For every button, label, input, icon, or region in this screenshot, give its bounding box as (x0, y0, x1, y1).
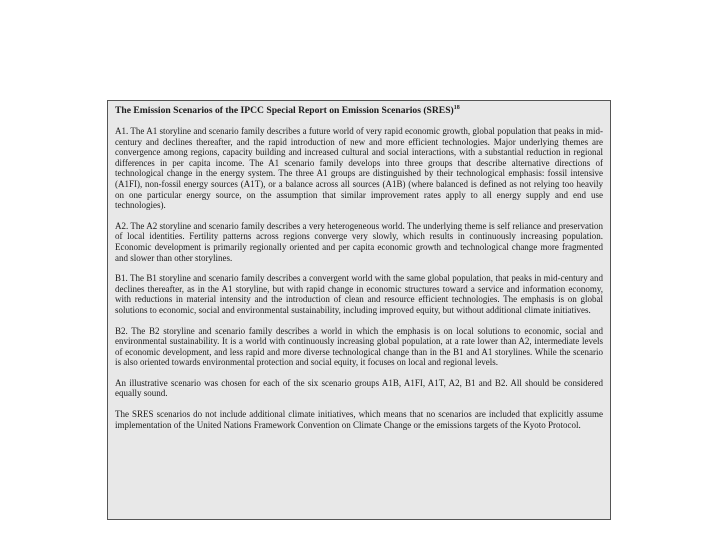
document-title (115, 105, 603, 117)
paragraph-climate-initiatives: The SRES scenarios do not include additional climate initiatives, which means that no scenarios are included that explicitly assume implementation of the United Nations Framework Convention on Climate Change or the emissions targets of the Kyoto Protocol. (115, 409, 603, 430)
paragraph-b1: B1. The B1 storyline and scenario family describes a convergent world with the same global population, that peaks in mid-century and declines thereafter, as in the A1 storyline, but with rapid change in economic structures toward a service and information economy, with reductions in material intensity and the introduction of clean and resource efficient technologies. The emphasis is on global solutions to economic, social and environmental sustainability, including improved equity, but without additional climate initiatives. (115, 273, 603, 315)
title-footnote-marker: 18 (453, 105, 460, 111)
paragraph-illustrative: An illustrative scenario was chosen for each of the six scenario groups A1B, A1FI, A1T, A2, B1 and B2. All should be considered equally sound. (115, 377, 603, 399)
paragraph-b2: B2. The B2 storyline and scenario family describes a world in which the emphasis is on local solutions to economic, social and environmental sustainability. It is a world with continuously increasing global population, at a rate lower than A2, intermediate levels of economic development, and less rapid and more diverse technological change than in the B1 and A1 storylines. While the scenario is also oriented towards environmental protection and social equity, it focuses on local and regional levels. (115, 325, 603, 368)
paragraph-a2: A2. The A2 storyline and scenario family describes a very heterogeneous world. The underlying theme is self reliance and preservation of local identities. Fertility patterns across regions converge very slowly, which results in continuously increasing population. Economic development is primarily regionally oriented and per capita economic growth and technological change more fragmented and slower than other storylines. (115, 220, 603, 263)
document-title-text: The Emission Scenarios of the IPCC Special Report on Emission Scenarios (SRES) (115, 105, 454, 116)
paragraph-a1: A1. The A1 storyline and scenario family describes a future world of very rapid economic growth, global population that peaks in mid-century and declines thereafter, and the rapid introduction of new and more efficient technologies. Major underlying themes are convergence among regions, capacity building and increased cultural and social interactions, with a substantial reduction in regional differences in per capita income. The A1 scenario family develops into three groups that describe alternative directions of technological change in the energy system. The three A1 groups are distinguished by their technological emphasis: fossil intensive (A1FI), non-fossil energy sources (A1T), or a balance across all sources (A1B) (where balanced is defined as not relying too heavily on one particular energy source, on the assumption that similar improvement rates apply to all energy supply and end use technologies). (115, 126, 603, 211)
sres-text-box (107, 100, 611, 520)
